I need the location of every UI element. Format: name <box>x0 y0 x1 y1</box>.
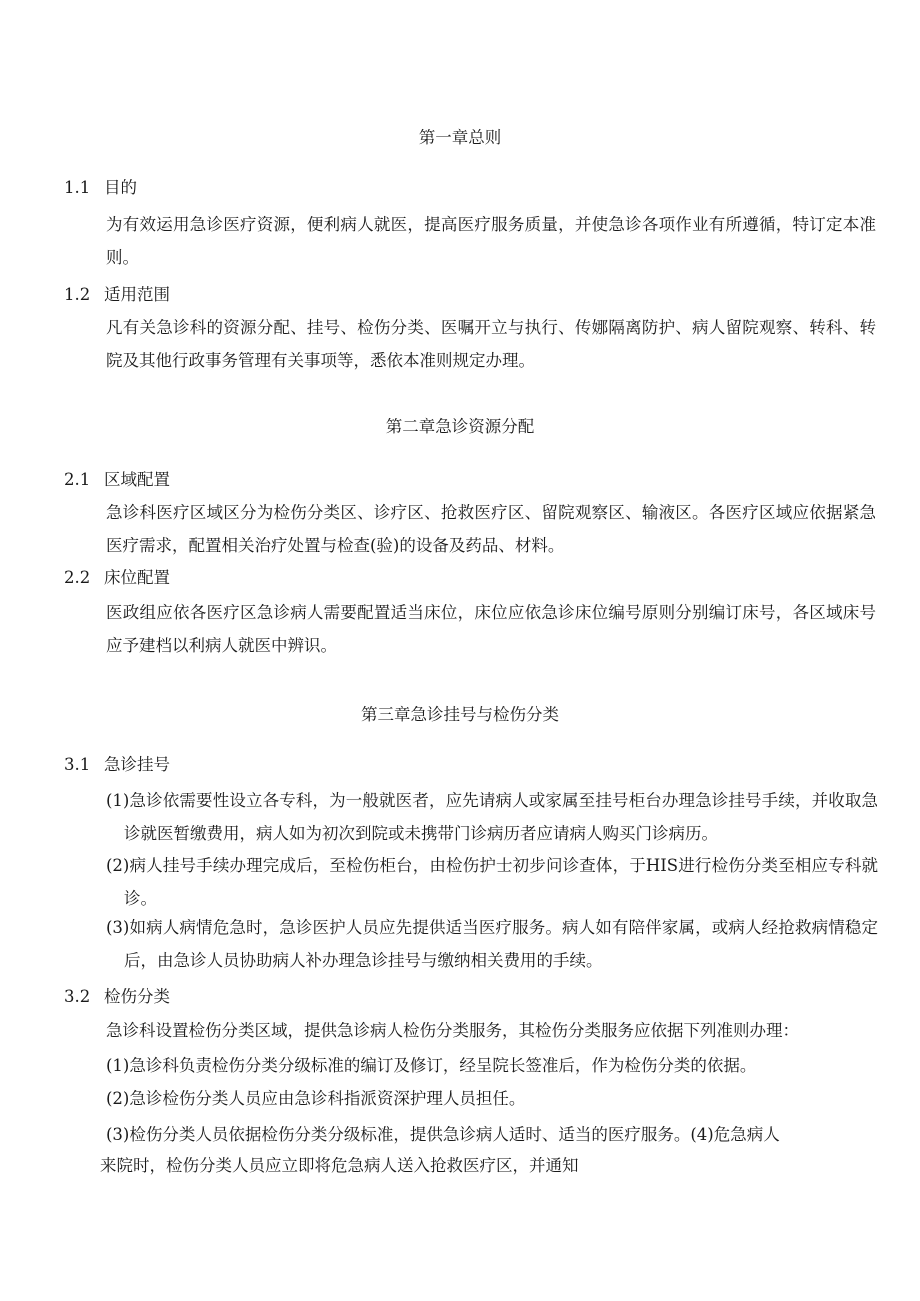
chapter-1-title: 第一章总则 <box>418 128 502 147</box>
section-title: 床位配置 <box>104 568 170 587</box>
section-3-2-intro: 急诊科设置检伤分类区域，提供急诊病人检伤分类服务，其检伤分类服务应依据下列准则办理： <box>106 1021 799 1040</box>
chapter-2-title: 第二章急诊资源分配 <box>385 417 535 436</box>
section-2-1-text: 急诊科医疗区域区分为检伤分类区、诊疗区、抢救医疗区、留院观察区、输液区。各医疗区域应依据紧急医疗需求，配置相关治疗处置与检查(验)的设备及药品、材料。 <box>106 503 876 555</box>
section-3-2-item-4: 来院时，检伤分类人员应立即将危急病人送入抢救医疗区，并通知 <box>100 1156 579 1175</box>
section-3-1-item-3: (3)如病人病情危急时，急诊医护人员应先提供适当医疗服务。病人如有陪伴家属，或病人经抢救病情稳定后，由急诊人员协助病人补办理急诊挂号与缴纳相关费用的手续。 <box>106 918 878 970</box>
section-title: 区域配置 <box>104 470 170 489</box>
section-3-2-heading <box>64 985 170 1009</box>
section-1-1-heading <box>64 176 137 200</box>
chapter-3-title: 第三章急诊挂号与检伤分类 <box>361 705 559 724</box>
section-3-2-item-3: (3)检伤分类人员依据检伤分类分级标准，提供急诊病人适时、适当的医疗服务。(4)危急病人 <box>106 1125 780 1144</box>
section-1-1-text: 为有效运用急诊医疗资源，便利病人就医，提高医疗服务质量，并使急诊各项作业有所遵循，特订定本准则。 <box>106 215 876 267</box>
section-3-1-heading <box>64 753 170 777</box>
section-title: 目的 <box>104 178 137 197</box>
section-number: 2.1 <box>64 470 91 489</box>
section-1-2-text: 凡有关急诊科的资源分配、挂号、检伤分类、医嘱开立与执行、传娜隔离防护、病人留院观察、转科、转院及其他行政事务管理有关事项等，悉依本准则规定办理。 <box>106 318 876 370</box>
section-number: 3.2 <box>64 987 91 1006</box>
section-title: 急诊挂号 <box>104 755 170 774</box>
section-number: 3.1 <box>64 755 91 774</box>
section-title: 适用范围 <box>104 285 170 304</box>
section-3-2-item-2: (2)急诊检伤分类人员应由急诊科指派资深护理人员担任。 <box>106 1089 526 1108</box>
section-3-1-item-2: (2)病人挂号手续办理完成后，至检伤柜台，由检伤护士初步问诊查体，于HIS进行检伤分类至相应专科就诊。 <box>106 856 878 908</box>
section-3-2-item-1: (1)急诊科负责检伤分类分级标准的编订及修订，经呈院长签准后，作为检伤分类的依据。 <box>106 1056 757 1075</box>
section-2-2-text: 医政组应依各医疗区急诊病人需要配置适当床位，床位应依急诊床位编号原则分别编订床号，各区域床号应予建档以利病人就医中辨识。 <box>106 603 876 655</box>
section-2-2-heading <box>64 566 170 590</box>
section-3-1-item-1: (1)急诊依需要性设立各专科，为一般就医者，应先请病人或家属至挂号柜台办理急诊挂号手续，并收取急诊就医暂缴费用，病人如为初次到院或未携带门诊病历者应请病人购买门诊病历。 <box>106 791 878 843</box>
section-title: 检伤分类 <box>104 987 170 1006</box>
section-2-1-heading <box>64 468 170 492</box>
section-number: 2.2 <box>64 568 91 587</box>
section-number: 1.1 <box>64 178 91 197</box>
section-1-2-heading <box>64 283 170 307</box>
section-number: 1.2 <box>64 285 91 304</box>
